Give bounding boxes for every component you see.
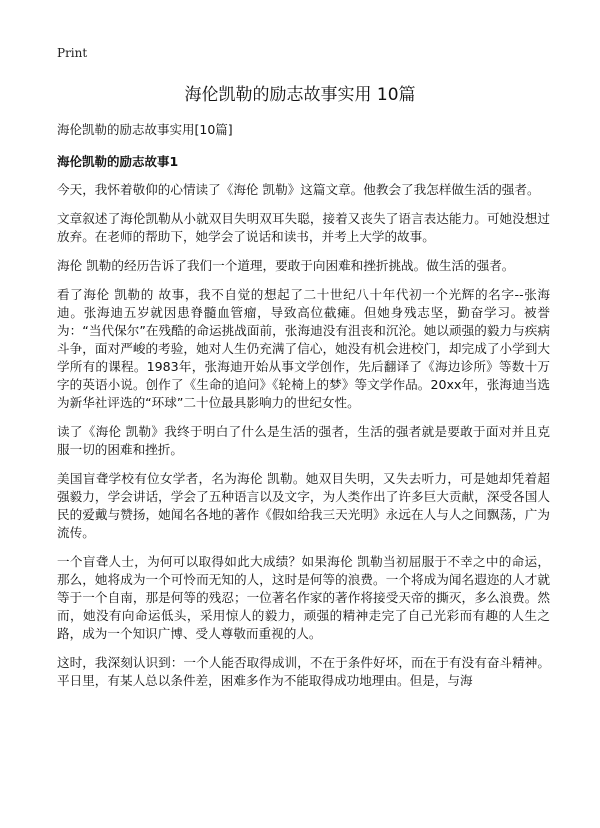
paragraph: 今天，我怀着敬仰的心情读了《海伦 凯勒》这篇文章。他教会了我怎样做生活的强者。: [57, 182, 540, 197]
article-body: [57, 181, 550, 701]
paragraph: 看了海伦 凯勒的 故事，我不自觉的想起了二十世纪八十年代初一个光辉的名字--张海迪。张海迪五岁就因患脊髓血管瘤，导致高位截瘫。但她身残志坚，勤奋学习。被誉为：“当代保尔”在残酷的命运挑战面前，张海迪没有沮丧和沉沦。她以顽强的毅力与疾病斗争，面对严峻的考验，她对人生仍充满了信心，她没有机会进校门，却完成了小学到大学所有的课程。1983年，张海迪开始从事文学创作，先后翻译了《海边诊所》等数十万字的英语小说。创作了《生命的追问》《轮椅上的梦》等文学作品。20xx年，张海迪当选为新华社评选的“环球”二十位最具影响力的世纪女性。: [57, 287, 550, 410]
paragraph: 海伦 凯勒的经历告诉了我们一个道理，要敢于向困难和挫折挑战。做生活的强者。: [57, 258, 515, 273]
paragraph: 一个盲聋人士，为何可以取得如此大成绩？如果海伦 凯勒当初屈服于不幸之中的命运，那么，她将成为一个可怜而无知的人，这时是何等的浪费。一个将成为闻名遐迩的人才就等于一个自南，那是何等的残忍；一位著名作家的著作将接受天帝的撕灭，多么浪费。然而，她没有向命运低头，采用惊人的毅力，顽强的精神走完了自己光彩而有趣的人生之路，成为一个知识广博、受人尊敬而重视的人。: [57, 554, 550, 641]
section-heading: 海伦凯勒的励志故事1: [57, 154, 179, 169]
paragraph: 这时，我深刻认识到：一个人能否取得成训，不在于条件好坏，而在于有没有奋斗精神。平日里，有某人总以条件差，困难多作为不能取得成功地理由。但是，与海: [57, 655, 550, 688]
page-title: 海伦凯勒的励志故事实用 10篇: [184, 85, 416, 105]
paragraph: 美国盲聋学校有位女学者，名为海伦 凯勒。她双目失明，又失去听力，可是她却凭着超强毅力，学会讲话，学会了五种语言以及文字，为人类作出了许多巨大贡献，深受各国人民的爱戴与赞扬，她闻名各地的著作《假如给我三天光明》永远在人与人之间飘荡，广为流传。: [57, 471, 550, 540]
paragraph: 读了《海伦 凯勒》我终于明白了什么是生活的强者，生活的强者就是要敢于面对并且克服一切的困难和挫折。: [57, 424, 550, 457]
paragraph: 文章叙述了海伦凯勒从小就双目失明双耳失聪，接着又丧失了语言表达能力。可她没想过放弃。在老师的帮助下，她学会了说话和读书，并考上大学的故事。: [57, 211, 550, 244]
document-subtitle: 海伦凯勒的励志故事实用[10篇]: [57, 122, 233, 137]
print-label: Print: [57, 46, 88, 60]
